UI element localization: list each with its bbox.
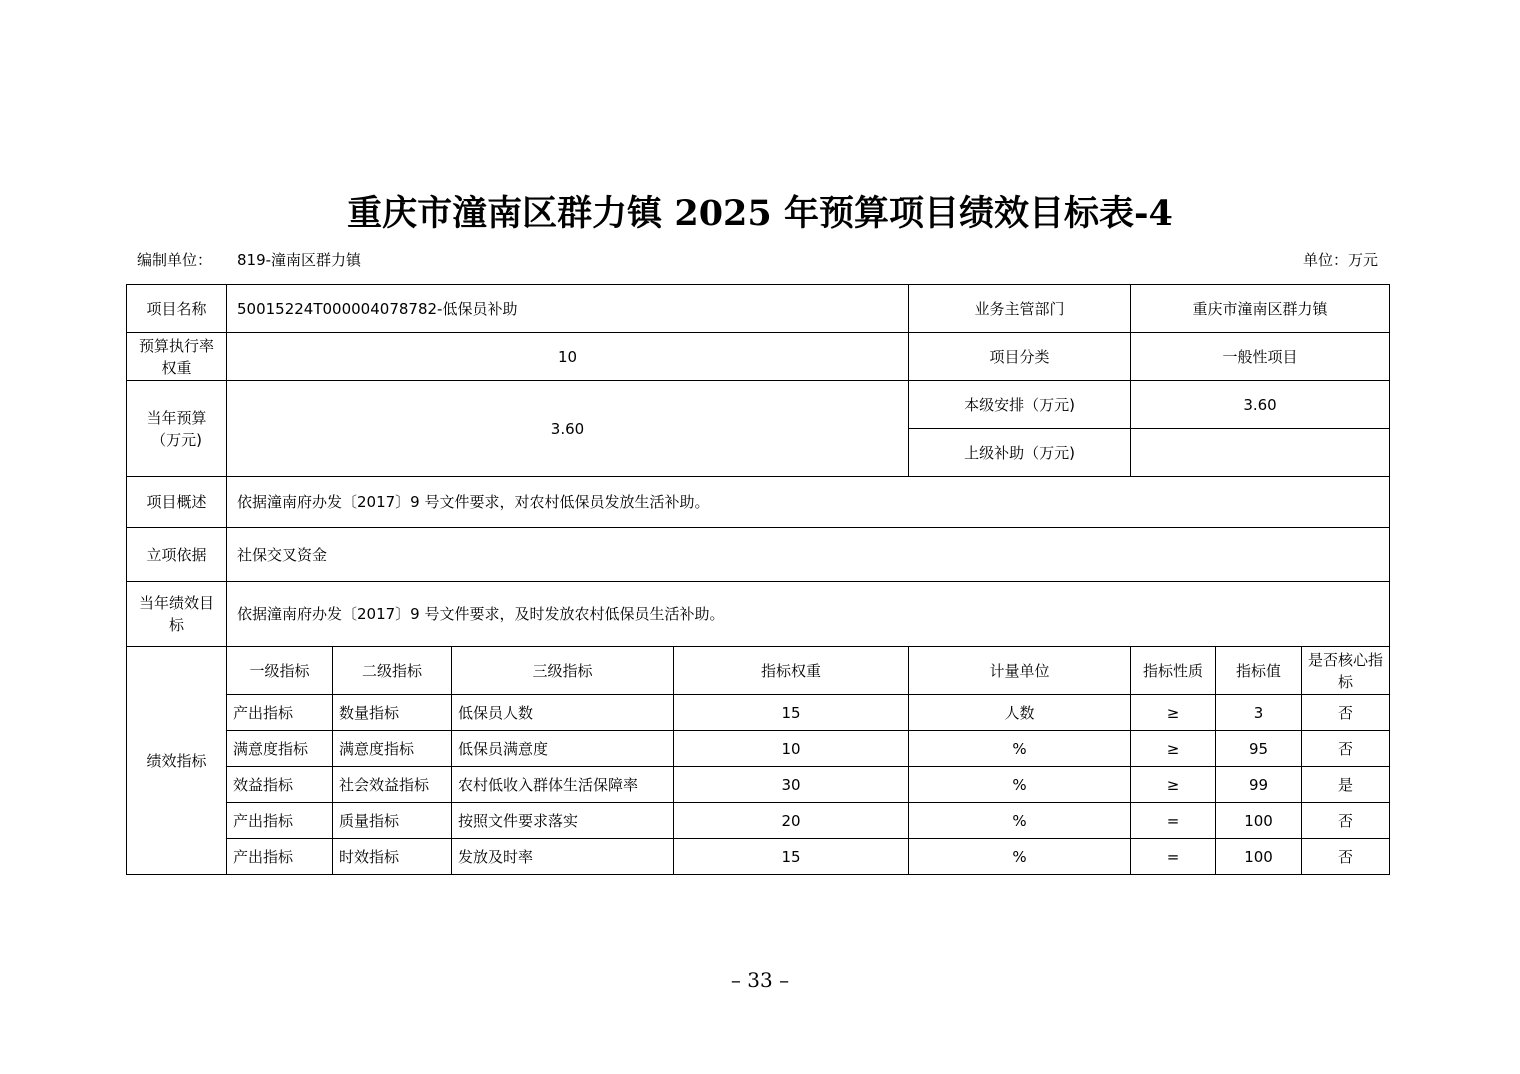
basis-value: 社保交叉资金 — [227, 528, 1390, 582]
core-cell: 否 — [1302, 839, 1390, 875]
indicator-header: 二级指标 — [333, 647, 452, 695]
currency-note: 单位：万元 — [1302, 251, 1378, 269]
project-name-label: 项目名称 — [127, 285, 227, 333]
nature-cell: = — [1131, 839, 1216, 875]
weight-cell: 15 — [674, 839, 909, 875]
level3-cell: 农村低收入群体生活保障率 — [452, 767, 674, 803]
indicator-header: 指标性质 — [1131, 647, 1216, 695]
core-cell: 否 — [1302, 803, 1390, 839]
value-cell: 100 — [1216, 839, 1302, 875]
page-title: 重庆市潼南区群力镇 2025 年预算项目绩效目标表-4 — [347, 193, 1173, 234]
indicator-row — [127, 803, 1390, 839]
level2-cell: 数量指标 — [333, 695, 452, 731]
level2-cell: 社会效益指标 — [333, 767, 452, 803]
level1-cell: 产出指标 — [227, 839, 333, 875]
value-cell: 99 — [1216, 767, 1302, 803]
indicator-header: 三级指标 — [452, 647, 674, 695]
level1-cell: 产出指标 — [227, 695, 333, 731]
weight-cell: 20 — [674, 803, 909, 839]
category-value: 一般性项目 — [1131, 333, 1390, 381]
indicator-header: 一级指标 — [227, 647, 333, 695]
goal-label: 当年绩效目标 — [127, 582, 227, 647]
indicator-row — [127, 767, 1390, 803]
weight-cell: 10 — [674, 731, 909, 767]
weight-cell: 30 — [674, 767, 909, 803]
indicators-section-label: 绩效指标 — [127, 647, 227, 875]
weight-cell: 15 — [674, 695, 909, 731]
unit-cell: 人数 — [909, 695, 1131, 731]
nature-cell: = — [1131, 803, 1216, 839]
indicator-row — [127, 839, 1390, 875]
performance-target-table — [126, 284, 1390, 875]
level2-cell: 满意度指标 — [333, 731, 452, 767]
upper-subsidy-label: 上级补助（万元) — [909, 429, 1131, 477]
indicator-row — [127, 731, 1390, 767]
compiling-unit — [137, 250, 361, 270]
nature-cell: ≥ — [1131, 731, 1216, 767]
category-label: 项目分类 — [909, 333, 1131, 381]
core-cell: 否 — [1302, 695, 1390, 731]
weight-value: 10 — [227, 333, 909, 381]
local-arrangement-label: 本级安排（万元) — [909, 381, 1131, 429]
nature-cell: ≥ — [1131, 695, 1216, 731]
unit-cell: % — [909, 839, 1131, 875]
budget-label: 当年预算（万元) — [127, 381, 227, 477]
level1-cell: 满意度指标 — [227, 731, 333, 767]
level3-cell: 低保员人数 — [452, 695, 674, 731]
basis-label: 立项依据 — [127, 528, 227, 582]
value-cell: 3 — [1216, 695, 1302, 731]
dept-value: 重庆市潼南区群力镇 — [1131, 285, 1390, 333]
page-number: – 33 – — [730, 968, 790, 992]
project-name-value: 50015224T000004078782-低保员补助 — [227, 285, 909, 333]
indicator-header: 指标值 — [1216, 647, 1302, 695]
level1-cell: 效益指标 — [227, 767, 333, 803]
indicator-header: 是否核心指标 — [1302, 647, 1390, 695]
indicator-row — [127, 695, 1390, 731]
unit-cell: % — [909, 731, 1131, 767]
nature-cell: ≥ — [1131, 767, 1216, 803]
local-arrangement-value: 3.60 — [1131, 381, 1390, 429]
level2-cell: 时效指标 — [333, 839, 452, 875]
weight-label: 预算执行率权重 — [127, 333, 227, 381]
level2-cell: 质量指标 — [333, 803, 452, 839]
unit-cell: % — [909, 767, 1131, 803]
level3-cell: 低保员满意度 — [452, 731, 674, 767]
summary-label: 项目概述 — [127, 477, 227, 528]
indicator-header: 计量单位 — [909, 647, 1131, 695]
budget-value: 3.60 — [227, 381, 909, 477]
compiling-unit-label: 编制单位： — [137, 251, 213, 269]
core-cell: 否 — [1302, 731, 1390, 767]
goal-value: 依据潼南府办发〔2017〕9 号文件要求，及时发放农村低保员生活补助。 — [227, 582, 1390, 647]
level3-cell: 按照文件要求落实 — [452, 803, 674, 839]
value-cell: 95 — [1216, 731, 1302, 767]
upper-subsidy-value — [1131, 429, 1390, 477]
value-cell: 100 — [1216, 803, 1302, 839]
compiling-unit-value: 819-潼南区群力镇 — [237, 251, 362, 269]
indicator-header: 指标权重 — [674, 647, 909, 695]
dept-label: 业务主管部门 — [909, 285, 1131, 333]
level3-cell: 发放及时率 — [452, 839, 674, 875]
summary-value: 依据潼南府办发〔2017〕9 号文件要求，对农村低保员发放生活补助。 — [227, 477, 1390, 528]
core-cell: 是 — [1302, 767, 1390, 803]
unit-cell: % — [909, 803, 1131, 839]
level1-cell: 产出指标 — [227, 803, 333, 839]
